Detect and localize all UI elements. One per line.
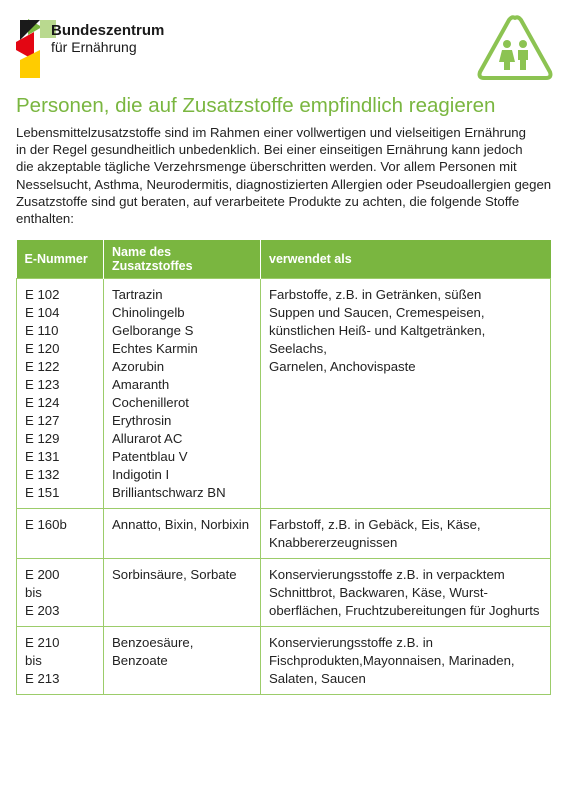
- column-header-use: verwendet als: [261, 240, 551, 279]
- logo-line2: für Ernährung: [51, 39, 137, 55]
- table-header-row: [17, 240, 551, 279]
- additives-table: [16, 240, 551, 695]
- table-row: [17, 509, 551, 559]
- logo-mark-icon: [16, 16, 56, 82]
- column-header-enumber: E-Nummer: [17, 240, 104, 279]
- cell-enumber: E 160b: [17, 509, 104, 559]
- table-row: [17, 559, 551, 627]
- cell-name: Sorbinsäure, Sorbate: [104, 559, 261, 627]
- cell-enumber: E 102 E 104 E 110 E 120 E 122 E 123 E 124 E 127 E 129 E 131 E 132 E 151: [17, 279, 104, 509]
- column-header-name: Name des Zusatzstoffes: [104, 240, 261, 279]
- table-row: [17, 279, 551, 509]
- cell-name: Annatto, Bixin, Norbixin: [104, 509, 261, 559]
- cell-use: Farbstoff, z.B. in Gebäck, Eis, Käse, Knabbererzeugnissen: [261, 509, 551, 559]
- cell-enumber: E 200 bis E 203: [17, 559, 104, 627]
- cell-use: Konservierungsstoffe z.B. in verpacktem Schnittbrot, Backwaren, Käse, Wurst- oberflächen, Fruchtzubereitungen für Joghurts: [261, 559, 551, 627]
- intro-paragraph: Lebensmittelzusatzstoffe sind im Rahmen einer vollwertigen und vielseitigen Ernährung in der Regel gesundheitlich unbedenklich. Bei einer einseitigen Ernährung kann jedoch die akzeptable tägliche Verzehrsmenge überschritten werden. Vor allem Personen mit Nesselsucht, Asthma, Neurodermitis, diagnostizierten Allergien oder Pseudoallergien gegen Zusatzstoffe sind gut beraten, auf verarbeitete Produkte zu achten, die folgende Stoffe enthalten:: [16, 125, 552, 227]
- cell-use: Farbstoffe, z.B. in Getränken, süßen Suppen und Saucen, Cremespeisen, künstlichen Heiß- und Kaltgetränken, Seelachs, Garnelen, Anchovispaste: [261, 279, 551, 509]
- cell-use: Konservierungsstoffe z.B. in Fischprodukten,Mayonnaisen, Marinaden, Salaten, Saucen: [261, 627, 551, 695]
- cell-name: Benzoesäure, Benzoate: [104, 627, 261, 695]
- family-warning-triangle-icon: [476, 14, 554, 82]
- page-title: Personen, die auf Zusatzstoffe empfindlich reagieren: [16, 94, 496, 117]
- logo-wordmark: [51, 22, 164, 56]
- table-row: [17, 627, 551, 695]
- bzfe-logo: [16, 16, 196, 82]
- cell-name: Tartrazin Chinolingelb Gelborange S Echtes Karmin Azorubin Amaranth Cochenillerot Erythrosin Allurarot AC Patentblau V Indigotin I Brilliantschwarz BN: [104, 279, 261, 509]
- logo-line1: Bundeszentrum: [51, 22, 165, 39]
- cell-enumber: E 210 bis E 213: [17, 627, 104, 695]
